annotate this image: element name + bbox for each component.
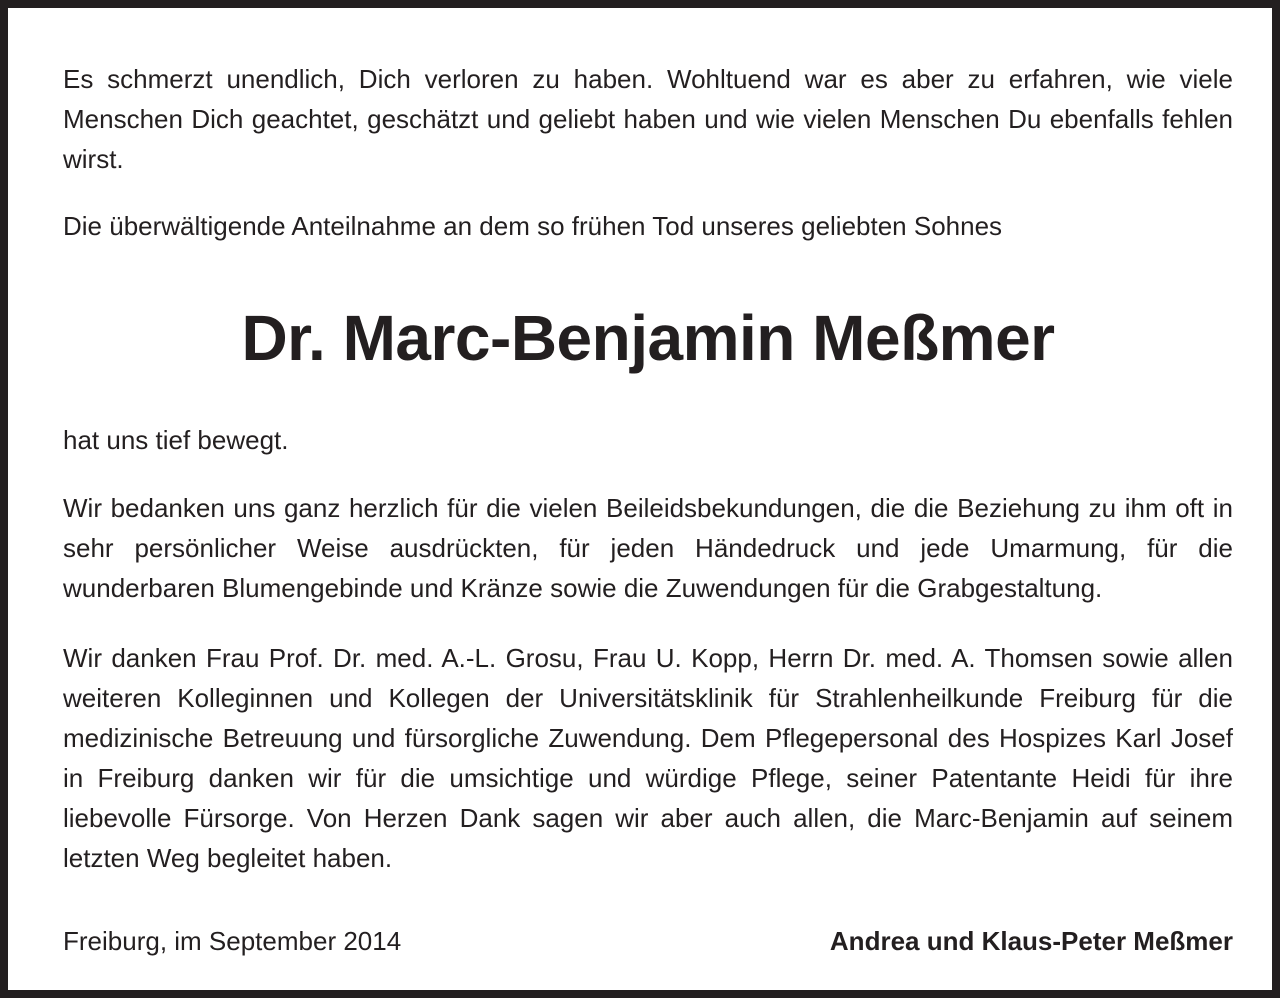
- notice-footer: [63, 921, 1233, 961]
- place-date: Freiburg, im September 2014: [63, 926, 402, 956]
- thanks-caregivers-paragraph: Wir danken Frau Prof. Dr. med. A.-L. Grosu, Frau U. Kopp, Herrn Dr. med. A. Thomsen sowie allen weiteren Kolleginnen und Kollegen der Universitätsklinik für Strahlenheilkunde Freiburg für die medizinische Betreuung und fürsorgliche Zuwendung. Dem Pflegepersonal des Hospizes Karl Josef in Freiburg danken wir für die umsichtige und würdige Pflege, seiner Patentante Heidi für ihre liebevolle Fürsorge. Von Herzen Dank sagen wir aber auch allen, die Marc-Benjamin auf seinem letzten Weg begleitet haben.: [63, 643, 1233, 873]
- thanks-condolences-paragraph: Wir bedanken uns ganz herzlich für die vielen Beileidsbekundungen, die die Beziehung zu ihm oft in sehr persönlicher Weise ausdrückten, für jeden Händedruck und jede Umarmung, für die wunderbaren Blumengebinde und Kränze sowie die Zuwendungen für die Grabgestaltung.: [63, 493, 1233, 603]
- opening-paragraph: Es schmerzt unendlich, Dich verloren zu haben. Wohltuend war es aber zu erfahren, wie viele Menschen Dich geachtet, geschätzt und geliebt haben und wie vielen Menschen Du ebenfalls fehlen wirst.: [63, 64, 1233, 174]
- intro-paragraph: Die überwältigende Anteilnahme an dem so frühen Tod unseres geliebten Sohnes: [63, 211, 1003, 241]
- moved-paragraph: hat uns tief bewegt.: [63, 425, 289, 455]
- deceased-name-heading: Dr. Marc-Benjamin Meßmer: [241, 302, 1055, 374]
- signatories: Andrea und Klaus-Peter Meßmer: [829, 926, 1233, 956]
